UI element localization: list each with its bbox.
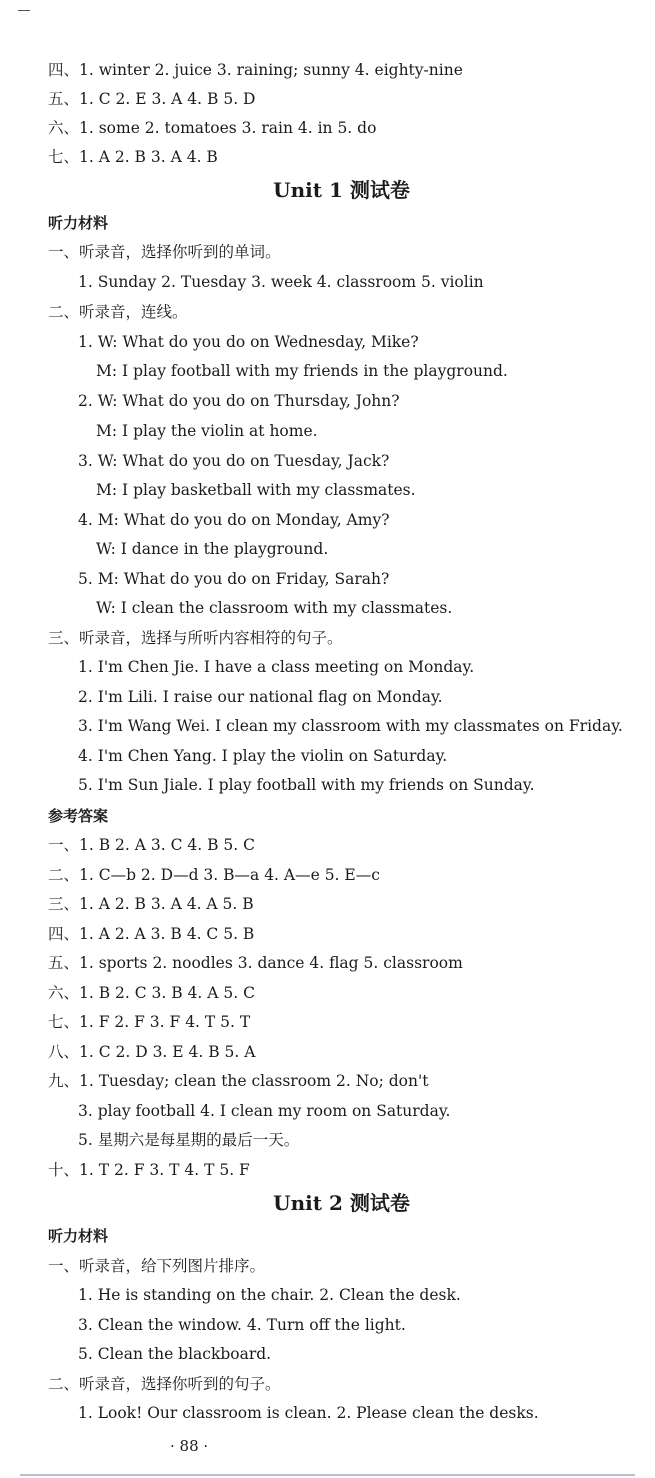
answer-line: 八、1. C 2. D 3. E 4. B 5. A <box>48 1043 256 1061</box>
answer-line: 五、1. sports 2. noodles 3. dance 4. flag 5. classroom <box>48 954 463 972</box>
unit1-listening-heading: 听力材料 <box>48 214 109 232</box>
answer-line: 3. play football 4. I clean my room on Saturday. <box>78 1102 451 1120</box>
section-heading: 二、听录音，选择你听到的句子。 <box>48 1375 281 1393</box>
page-number: · 88 · <box>170 1437 209 1455</box>
unit2-title: Unit 2 测试卷 <box>273 1191 410 1215</box>
answer-line: 三、1. A 2. B 3. A 4. A 5. B <box>48 895 254 913</box>
section-heading: 二、听录音，连线。 <box>48 303 188 321</box>
listening-line: 3. Clean the window. 4. Turn off the light. <box>78 1316 406 1334</box>
listening-line: 1. He is standing on the chair. 2. Clean the desk. <box>78 1286 461 1304</box>
answer-line: 一、1. B 2. A 3. C 4. B 5. C <box>48 836 255 854</box>
sentence-line: 3. I'm Wang Wei. I clean my classroom with my classmates on Friday. <box>78 717 623 735</box>
dialogue-line: 1. W: What do you do on Wednesday, Mike? <box>78 333 419 351</box>
answer-line: 四、1. A 2. A 3. B 4. C 5. B <box>48 925 255 943</box>
dialogue-line: W: I clean the classroom with my classmates. <box>96 599 453 617</box>
sentence-line: 5. I'm Sun Jiale. I play football with my friends on Sunday. <box>78 776 535 794</box>
answer-line: 十、1. T 2. F 3. T 4. T 5. F <box>48 1161 250 1179</box>
bottom-rule <box>20 1474 635 1476</box>
dialogue-line: 5. M: What do you do on Friday, Sarah? <box>78 570 390 588</box>
section-heading: 三、听录音，选择与所听内容相符的句子。 <box>48 629 343 647</box>
answer-line: 五、1. C 2. E 3. A 4. B 5. D <box>48 90 256 108</box>
sentence-line: 2. I'm Lili. I raise our national flag on Monday. <box>78 688 443 706</box>
section-heading: 一、听录音，选择你听到的单词。 <box>48 243 281 261</box>
sentence-line: 1. I'm Chen Jie. I have a class meeting on Monday. <box>78 658 475 676</box>
answer-line: 七、1. A 2. B 3. A 4. B <box>48 148 218 166</box>
dialogue-line: M: I play basketball with my classmates. <box>96 481 416 499</box>
listening-line: 1. Sunday 2. Tuesday 3. week 4. classroom 5. violin <box>78 273 484 291</box>
listening-line: 5. Clean the blackboard. <box>78 1345 272 1363</box>
answer-line: 二、1. C—b 2. D—d 3. B—a 4. A—e 5. E—c <box>48 866 380 884</box>
dialogue-line: W: I dance in the playground. <box>96 540 329 558</box>
unit1-title: Unit 1 测试卷 <box>273 178 410 202</box>
answer-line: 六、1. B 2. C 3. B 4. A 5. C <box>48 984 255 1002</box>
answer-line: 四、1. winter 2. juice 3. raining; sunny 4. eighty-nine <box>48 61 463 79</box>
answer-line: 六、1. some 2. tomatoes 3. rain 4. in 5. do <box>48 119 377 137</box>
answer-line: 5. 星期六是每星期的最后一天。 <box>78 1131 300 1149</box>
dialogue-line: 2. W: What do you do on Thursday, John? <box>78 392 400 410</box>
answer-line: 九、1. Tuesday; clean the classroom 2. No; don't <box>48 1072 429 1090</box>
section-heading: 一、听录音，给下列图片排序。 <box>48 1257 266 1275</box>
dialogue-line: M: I play football with my friends in the playground. <box>96 362 508 380</box>
unit2-listening-heading: 听力材料 <box>48 1227 109 1245</box>
top-corner-mark <box>18 10 30 11</box>
dialogue-line: 3. W: What do you do on Tuesday, Jack? <box>78 452 390 470</box>
unit1-answers-heading: 参考答案 <box>48 807 109 825</box>
answer-line: 七、1. F 2. F 3. F 4. T 5. T <box>48 1013 251 1031</box>
dialogue-line: M: I play the violin at home. <box>96 422 318 440</box>
listening-line: 1. Look! Our classroom is clean. 2. Please clean the desks. <box>78 1404 539 1422</box>
sentence-line: 4. I'm Chen Yang. I play the violin on Saturday. <box>78 747 448 765</box>
dialogue-line: 4. M: What do you do on Monday, Amy? <box>78 511 390 529</box>
